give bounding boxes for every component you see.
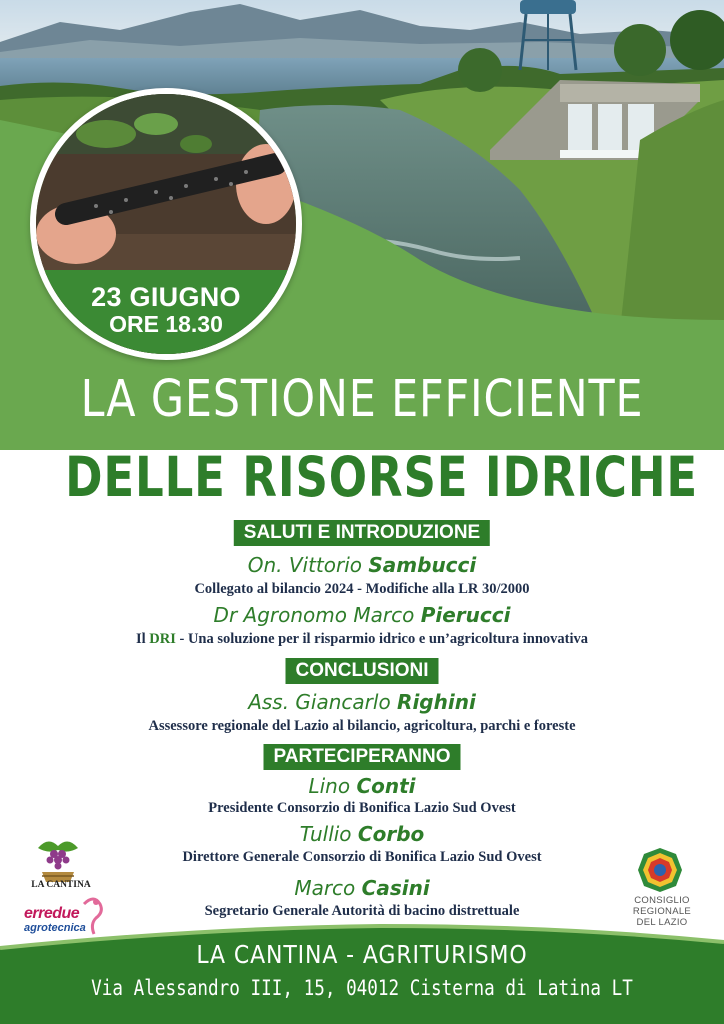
erredue-logo-text: erredue xyxy=(24,905,80,922)
event-time: ORE 18.30 xyxy=(109,311,223,338)
speaker-last-name: Casini xyxy=(361,876,430,900)
speaker-last-name: Righini xyxy=(397,690,476,714)
speaker-conti xyxy=(0,774,724,798)
speaker-role-sambucci: Collegato al bilancio 2024 - Modifiche alla LR 30/2000 xyxy=(194,581,530,597)
speaker-role-pierucci xyxy=(0,630,724,648)
role-highlight: DRI xyxy=(149,631,176,647)
speaker-corbo xyxy=(0,822,724,846)
speaker-first-name: Lino xyxy=(308,774,357,798)
speaker-role-corbo: Direttore Generale Consorzio di Bonifica Lazio Sud Ovest xyxy=(182,849,542,865)
speaker-first-name: On. Vittorio xyxy=(247,553,369,577)
event-date: 23 GIUGNO xyxy=(91,282,241,312)
speaker-first-name: Tullio xyxy=(299,822,358,846)
agrotecnica-logo-text: agrotecnica xyxy=(24,922,86,934)
la-cantina-logo-text: LA CANTINA xyxy=(31,880,91,890)
speaker-last-name: Sambucci xyxy=(368,553,477,577)
speaker-pierucci xyxy=(0,603,724,627)
speaker-last-name: Pierucci xyxy=(420,603,511,627)
speaker-first-name: Marco xyxy=(294,876,362,900)
consiglio-line-3: DEL LAZIO xyxy=(636,917,688,928)
venue-address: Via Alessandro III, 15, 04012 Cisterna di Latina LT xyxy=(91,976,633,1000)
speaker-role-conti: Presidente Consorzio di Bonifica Lazio Sud Ovest xyxy=(208,800,516,816)
speaker-sambucci xyxy=(0,553,724,577)
main-title-line-2: DELLE RISORSE IDRICHE xyxy=(65,445,699,509)
section-intro-heading: SALUTI E INTRODUZIONE xyxy=(234,520,490,546)
speaker-role-righini: Assessore regionale del Lazio al bilancio, agricoltura, parchi e foreste xyxy=(148,718,576,734)
role-prefix: Il xyxy=(135,631,150,647)
main-title-line-1: LA GESTIONE EFFICIENTE xyxy=(80,370,644,429)
speaker-role-casini: Segretario Generale Autorità di bacino distrettuale xyxy=(204,903,520,919)
consiglio-line-1: CONSIGLIO xyxy=(634,895,690,906)
role-suffix: - Una soluzione per il risparmio idrico e un’agricoltura innovativa xyxy=(175,631,589,647)
section-participants-heading: PARTECIPERANNO xyxy=(264,744,461,770)
speaker-first-name: Ass. Giancarlo xyxy=(248,690,398,714)
speaker-first-name: Dr Agronomo Marco xyxy=(213,603,421,627)
speaker-last-name: Conti xyxy=(356,774,416,798)
speaker-righini xyxy=(0,690,724,714)
consiglio-regionale-emblem-icon xyxy=(636,846,684,894)
venue-name: LA CANTINA - AGRITURISMO xyxy=(196,940,528,969)
speaker-last-name: Corbo xyxy=(357,822,425,846)
consiglio-line-2: REGIONALE xyxy=(632,906,692,917)
footer-band xyxy=(0,920,724,1024)
section-conclusions-heading: CONCLUSIONI xyxy=(286,658,439,684)
event-date-badge xyxy=(30,88,302,360)
